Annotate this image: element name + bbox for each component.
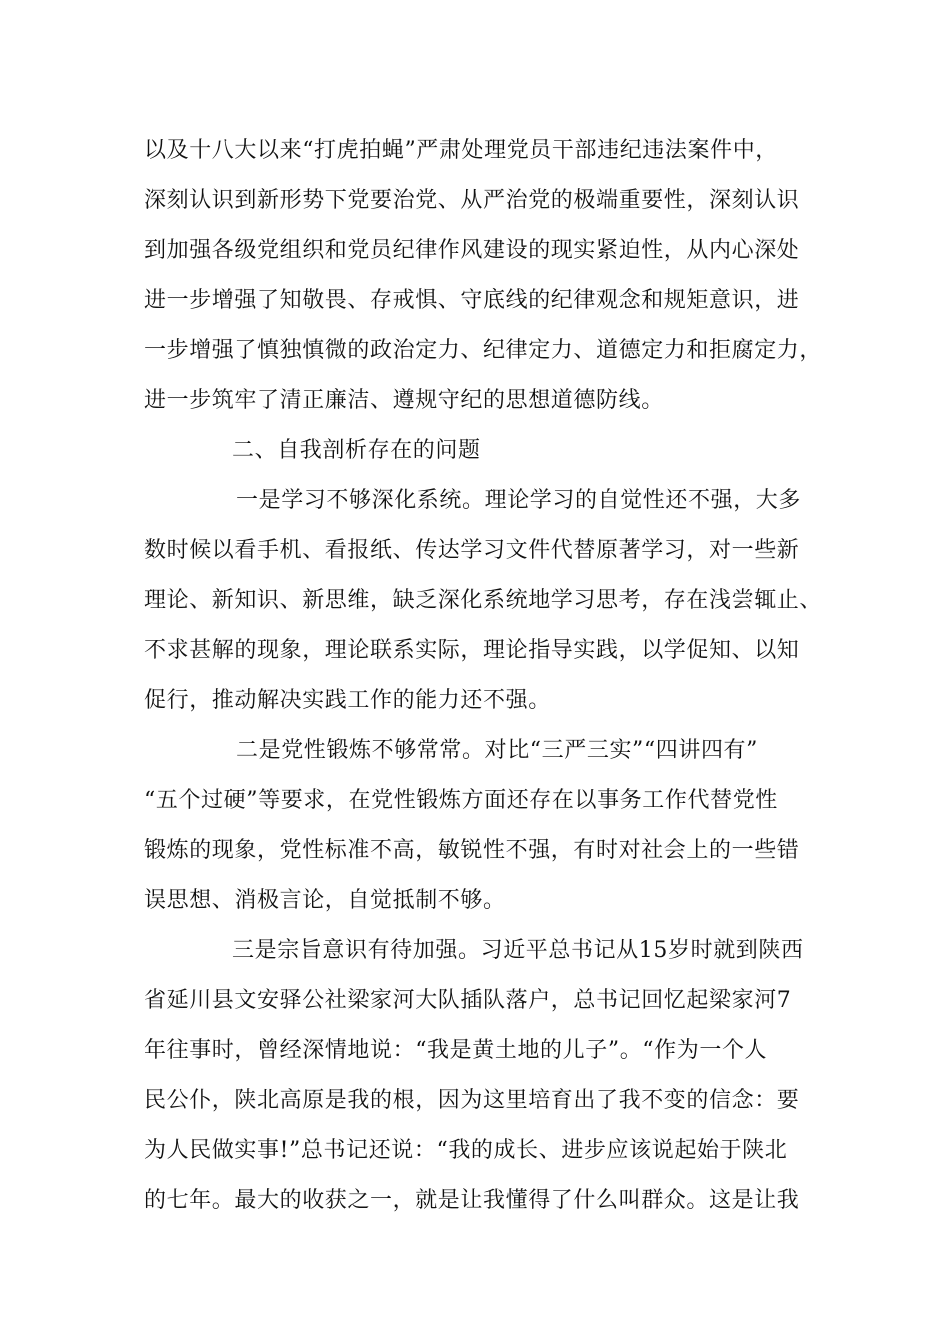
text-line: 二是党性锻炼不够常常。对比“三严三实”“四讲四有” bbox=[236, 738, 758, 763]
text-line: 深刻认识到新形势下党要治党、从严治党的极端重要性，深刻认识 bbox=[144, 188, 800, 213]
text-line: 一步增强了慎独慎微的政治定力、纪律定力、道德定力和拒腐定力， bbox=[144, 338, 823, 363]
text-line: 数时候以看手机、看报纸、传达学习文件代替原著学习，对一些新 bbox=[144, 538, 800, 563]
text-line: 促行，推动解决实践工作的能力还不强。 bbox=[144, 688, 551, 713]
text-line: 的七年。最大的收获之一，就是让我懂得了什么叫群众。这是让我 bbox=[144, 1188, 800, 1213]
text-line: 为人民做实事!”总书记还说：“我的成长、进步应该说起始于陕北 bbox=[144, 1138, 788, 1163]
text-line: 进一步增强了知敬畏、存戒惧、守底线的纪律观念和规矩意识，进 bbox=[144, 288, 800, 313]
text-line: 年往事时，曾经深情地说：“我是黄土地的儿子”。“作为一个人 bbox=[144, 1038, 768, 1063]
text-line: 理论、新知识、新思维，缺乏深化系统地学习思考，存在浅尝辄止、 bbox=[144, 588, 823, 613]
section-heading: 二、自我剖析存在的问题 bbox=[232, 438, 481, 463]
text-line: 锻炼的现象，党性标准不高，敏锐性不强，有时对社会上的一些错 bbox=[144, 838, 800, 863]
text-line: 误思想、消极言论，自觉抵制不够。 bbox=[144, 888, 506, 913]
text-line: “五个过硬”等要求，在党性锻炼方面还存在以事务工作代替党性 bbox=[144, 788, 778, 813]
text-line: 不求甚解的现象，理论联系实际，理论指导实践，以学促知、以知 bbox=[144, 638, 800, 663]
text-line: 到加强各级党组织和党员纪律作风建设的现实紧迫性，从内心深处 bbox=[144, 238, 800, 263]
text-line: 一是学习不够深化系统。理论学习的自觉性还不强，大多 bbox=[236, 488, 802, 513]
text-line: 省延川县文安驿公社梁家河大队插队落户，总书记回忆起梁家河7 bbox=[144, 988, 792, 1013]
text-line: 三是宗旨意识有待加强。习近平总书记从15岁时就到陕西 bbox=[232, 938, 804, 963]
text-line: 民公仆，陕北高原是我的根，因为这里培育出了我不变的信念：要 bbox=[144, 1088, 800, 1113]
text-line: 进一步筑牢了清正廉洁、遵规守纪的思想道德防线。 bbox=[144, 388, 664, 413]
text-line: 以及十八大以来“打虎拍蝇”严肃处理党员干部违纪违法案件中， bbox=[144, 138, 778, 163]
